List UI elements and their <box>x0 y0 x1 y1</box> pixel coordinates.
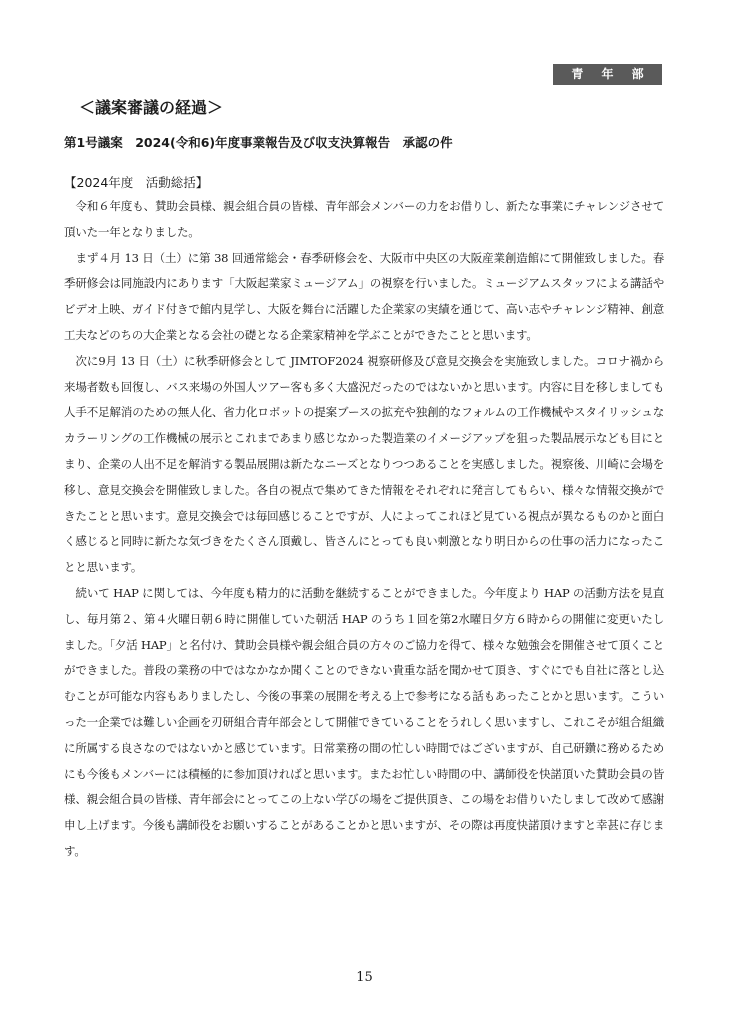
page-title: ＜議案審議の経過＞ <box>79 98 224 117</box>
paragraph: まず４月 13 日（土）に第 38 回通常総会・春季研修会を、大阪市中央区の大阪産業創造館にて開催致しました。春季研修会は同施設内にあります「大阪起業家ミュージアム」の視察を行いました。ミュージアムスタッフによる講話やビデオ上映、ガイド付きで館内見学し、大阪を舞台に活躍した企業家の実績を通じて、高い志やチャレンジ精神、創意工夫などのちの大企業となる会社の礎となる企業家精神を学ぶことができたことと思います。 <box>64 250 664 342</box>
section-heading: 【2024年度 活動総括】 <box>64 175 209 190</box>
body-text <box>64 194 664 865</box>
paragraph: 次に9月 13 日（土）に秋季研修会として JIMTOF2024 視察研修及び意見交換会を実施致しました。コロナ禍から来場者数も回復し、バス来場の外国人ツアー客も多く大盛況だったのではないかと思います。内容に目を移しましても人手不足解消のための無人化、省力化ロボットの提案ブースの拡充や独創的なフォルムの工作機械やスタイリッシュなカラーリングの工作機械の展示とこれまであまり感じなかった製造業のイメージアップを狙った製品展示なども目にとまり、企業の人出不足を解消する製品展開は新たなニーズとなりつつあることを実感しました。視察後、川崎に会場を移し、意見交換会を開催致しました。各自の視点で集めてきた情報をそれぞれに発言してもらい、様々な情報交換ができたことと思います。意見交換会では毎回感じることですが、人によってこれほど見ている視点が異なるものかと面白く感じると同時に新たな気づきをたくさん頂戴し、皆さんにとっても良い刺激となり明日からの仕事の活力になったことと思います。 <box>64 353 664 575</box>
agenda-subtitle: 第1号議案 2024(令和6)年度事業報告及び収支決算報告 承認の件 <box>64 135 453 150</box>
paragraph: 令和６年度も、賛助会員様、親会組合員の皆様、青年部会メンバーの力をお借りし、新たな事業にチャレンジさせて頂いた一年となりました。 <box>64 199 664 239</box>
page-number: 15 <box>356 970 373 985</box>
section-badge: 青 年 部 会 <box>553 64 662 85</box>
paragraph: 続いて HAP に関しては、今年度も精力的に活動を継続することができました。今年度より HAP の活動方法を見直し、毎月第２、第４火曜日朝６時に開催していた朝活 HAP のうち１回を第2水曜日夕方６時からの開催に変更いたしました。「夕活 HAP」と名付け、賛助会員様や親会組合員の方々のご協力を得て、様々な勉強会を開催させて頂くことができました。普段の業務の中ではなかなか聞くことのできない貴重な話を聞かせて頂き、すぐにでも自社に落とし込むことが可能な内容もありましたし、今後の事業の展開を考える上で参考になる話もあったことかと思います。こういった一企業では難しい企画を刃研組合青年部会として開催できていることをうれしく思いますし、これこそが組合組織に所属する良さなのではないかと感じています。日常業務の間の忙しい時間ではございますが、自己研鑽に務めるためにも今後もメンバーには積極的に参加頂ければと思います。またお忙しい時間の中、講師役を快諾頂いた賛助会員の皆様、親会組合員の皆様、青年部会にとってこの上ない学びの場をご提供頂き、この場をお借りいたしまして改めて感謝申し上げます。今後も講師役をお願いすることがあることかと思いますが、その際は再度快諾頂けますと幸甚に存じます。 <box>64 585 664 858</box>
